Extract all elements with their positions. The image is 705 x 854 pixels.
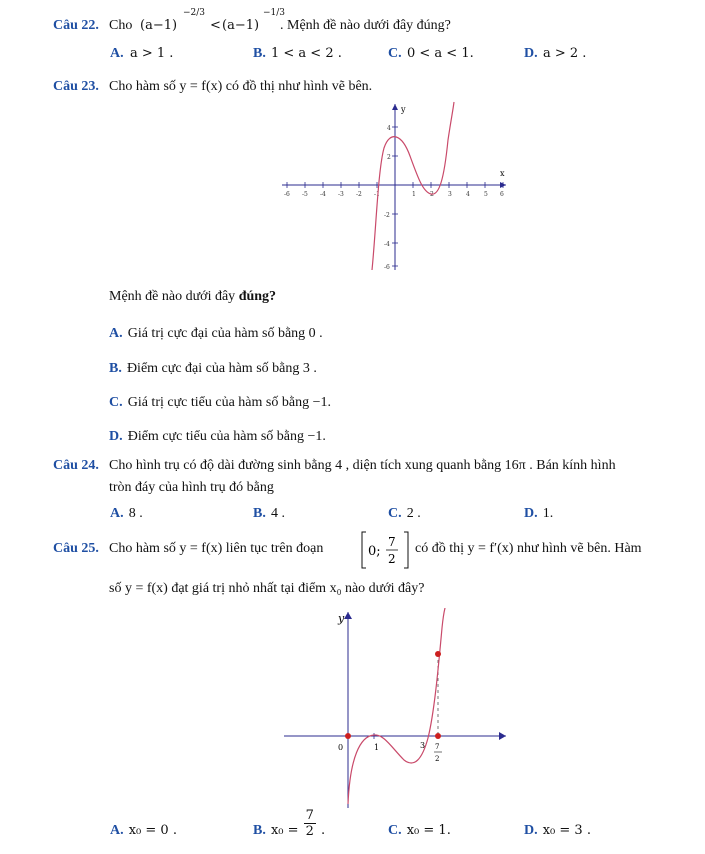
q22-exp-right: −1/3 [263, 8, 286, 18]
q23-label: Câu 23. [53, 79, 99, 94]
q25-y-label: y [338, 612, 345, 625]
q25-opt-b-num: 7 [305, 808, 314, 823]
q23-graph [278, 100, 510, 272]
q23-opt-c[interactable]: C. Giá trị cực tiểu của hàm số bằng −1. [109, 395, 331, 410]
q25-opt-b-den: 2 [305, 824, 314, 839]
q23-y-label: y [401, 105, 406, 114]
q22-opt-a[interactable]: a > 1 . [130, 46, 174, 61]
q25-interval-num: 7 [388, 535, 396, 549]
q25-tick-frac-den: 2 [435, 755, 440, 763]
q22-opt-b-label[interactable]: B. [253, 46, 266, 61]
q24-line2: tròn đáy của hình trụ đó bằng [109, 480, 274, 495]
q24-opt-a[interactable]: A. 8 . [110, 506, 143, 521]
q22-ineq: < [210, 18, 221, 33]
q24-line1: Cho hình trụ có độ dài đường sinh bằng 4 , diện tích xung quanh bằng 16π . Bán kính hình [109, 458, 616, 473]
q22-opt-c[interactable]: 0 < a < 1. [407, 46, 474, 61]
q22-expr-left: (a−1) [140, 18, 178, 33]
q23-xtick: -5 [302, 191, 308, 198]
q23-ytick: -2 [384, 212, 390, 219]
q25-interval-left: 0; [368, 544, 381, 559]
q23-ytick: 2 [387, 154, 391, 161]
q23-xtick: 2 [430, 191, 434, 198]
q25-graph [280, 608, 512, 812]
q25-label: Câu 25. [53, 541, 99, 556]
q25-line2: số y = f(x) đạt giá trị nhỏ nhất tại điểm x₀ nào dưới đây? [109, 581, 425, 596]
q23-opt-d[interactable]: D. Điểm cực tiểu của hàm số bằng −1. [109, 429, 326, 444]
q23-x-label: x [500, 169, 505, 178]
q23-xtick: -1 [374, 191, 380, 198]
q23-opt-a[interactable]: A. Giá trị cực đại của hàm số bằng 0 . [109, 326, 323, 341]
q23-xtick: 1 [412, 191, 416, 198]
q24-opt-c[interactable]: C. 2 . [388, 506, 421, 521]
q25-tick-1: 1 [374, 743, 380, 752]
q24-label: Câu 24. [53, 458, 99, 473]
q23-ytick: -4 [384, 241, 390, 248]
q25-point-origin [345, 733, 351, 739]
q25-interval [361, 528, 411, 574]
q25-derivative-curve [348, 608, 445, 804]
q22-opt-c-label[interactable]: C. [388, 46, 402, 61]
q23-prompt: Mệnh đề nào dưới đây đúng? [109, 289, 277, 304]
q22-opt-a-label[interactable]: A. [110, 46, 124, 61]
q23-xtick: -2 [356, 191, 362, 198]
q25-part1: Cho hàm số y = f(x) liên tục trên đoạn [109, 541, 324, 556]
q25-origin-label: 0 [338, 743, 344, 752]
q23-xtick: 5 [484, 191, 488, 198]
q22-opt-b[interactable]: 1 < a < 2 . [271, 46, 342, 61]
q25-tick-3: 3 [420, 741, 426, 750]
q24-opt-d[interactable]: D. 1. [524, 506, 554, 521]
q22-exp-left: −2/3 [183, 8, 206, 18]
q23-opt-b[interactable]: B. Điểm cực đại của hàm số bằng 3 . [109, 361, 317, 376]
q23-xtick: 6 [500, 191, 504, 198]
q23-ytick: 4 [387, 125, 391, 132]
q23-xtick: 3 [448, 191, 452, 198]
q25-point-7-2-axis [435, 733, 441, 739]
q25-point-7-2-curve [435, 651, 441, 657]
q25-tick-frac-num: 7 [435, 743, 440, 751]
q25-opt-b[interactable]: B. $_{x_0 =}$ $\frac{7}{2}$ $_.$ [253, 808, 326, 839]
q23-xtick: -3 [338, 191, 344, 198]
q22-tail: . Mệnh đề nào dưới đây đúng? [280, 18, 451, 33]
q25-opt-d[interactable]: D. x₀ = 3 . [524, 823, 591, 838]
q23-text: Cho hàm số y = f(x) có đồ thị như hình vẽ bên. [109, 79, 373, 94]
q25-opt-c[interactable]: C. x₀ = 1. [388, 823, 451, 838]
q23-xtick: -6 [284, 191, 290, 198]
q22-expr-right: (a−1) [222, 18, 260, 33]
q23-xtick: -4 [320, 191, 326, 198]
q25-y-arrow-icon [344, 612, 352, 619]
q22-label: Câu 22. [53, 18, 99, 33]
q25-interval-den: 2 [388, 552, 396, 566]
q23-ytick: -6 [384, 264, 390, 271]
q24-opt-b[interactable]: B. 4 . [253, 506, 285, 521]
q25-opt-a[interactable]: A. x₀ = 0 . [110, 823, 177, 838]
q25-part2: có đồ thị y = f′(x) như hình vẽ bên. Hàm [415, 541, 642, 556]
q23-y-arrow-icon [392, 104, 398, 110]
q22-opt-d[interactable]: a > 2 . [543, 46, 587, 61]
q22-opt-d-label[interactable]: D. [524, 46, 538, 61]
q25-x-arrow-icon [499, 732, 506, 740]
q22-lead: Cho [109, 18, 133, 33]
q23-xtick: 4 [466, 191, 470, 198]
